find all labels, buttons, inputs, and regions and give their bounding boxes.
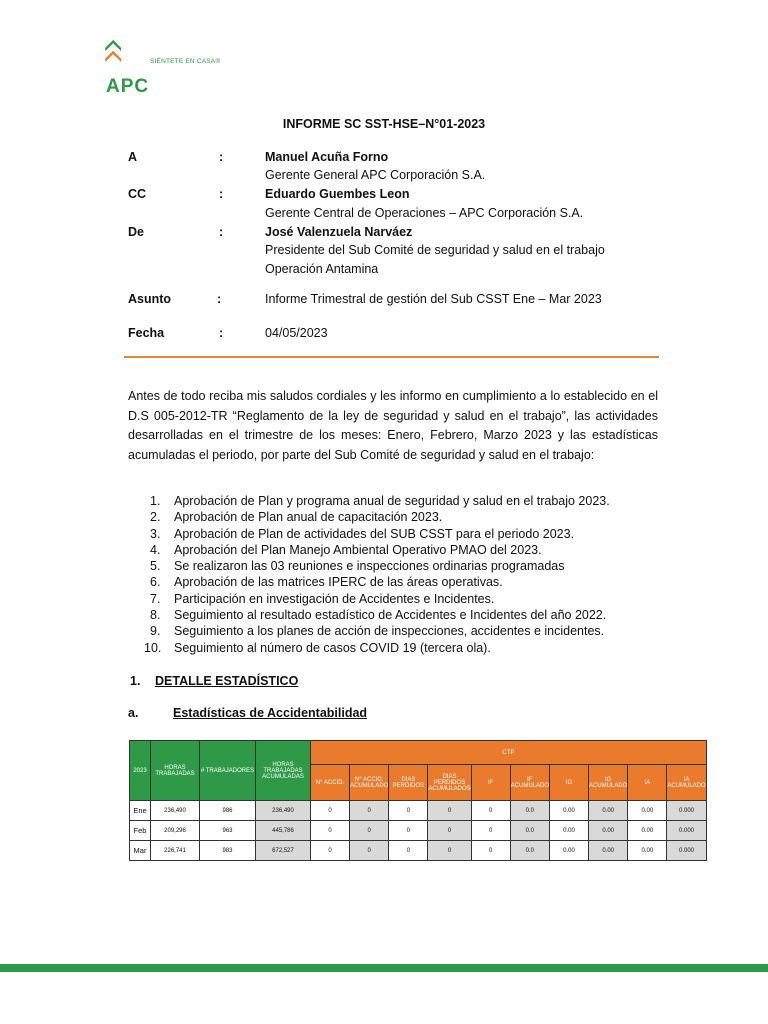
sender-name: José Valenzuela Narváez xyxy=(265,225,413,239)
label-a: A xyxy=(128,150,138,164)
accident-stats-table xyxy=(129,740,707,861)
logo-green-chevron xyxy=(105,40,121,51)
list-item: 4. Aprobación del Plan Manejo Ambiental Operativo PMAO del 2023. xyxy=(150,542,542,557)
col-trabajadores: # TRABAJADORES xyxy=(200,741,256,801)
subject: Informe Trimestral de gestión del Sub CSST Ene – Mar 2023 xyxy=(265,292,602,306)
col-sub: IF xyxy=(471,765,510,801)
list-item: 5. Se realizaron las 03 reuniones e inspecciones ordinarias programadas xyxy=(150,559,565,574)
list-item: 10. Seguimiento al número de casos COVID 19 (tercera ola). xyxy=(144,640,491,655)
cc-role: Gerente Central de Operaciones – APC Corporación S.A. xyxy=(265,206,584,220)
label-de: De xyxy=(128,225,144,239)
col-year: 2023 xyxy=(130,741,151,801)
table-row: Feb 209,296 963 445,786 0 0 0 0 0 0.0 0.00 0.00 0.00 0.000 xyxy=(130,821,707,841)
section-number: a. xyxy=(128,706,139,720)
colon: : xyxy=(219,225,224,239)
colon: : xyxy=(217,292,222,306)
activity-list xyxy=(128,493,668,656)
col-horas-acum: HORAS TRABAJADAS ACUMULADAS xyxy=(256,741,311,801)
table-row: Ene 236,490 986 236,490 0 0 0 0 0 0.0 0.00 0.00 0.00 0.000 xyxy=(130,801,707,821)
intro-paragraph: Antes de todo reciba mis saludos cordiales y les informo en cumplimiento a lo establecido en el D.S 005-2012-TR “Reglamento de la ley de seguridad y salud en el trabajo”, las actividades desarrolladas en el trimestre de los meses: Enero, Febrero, Marzo 2023 y las estadísticas acumuladas el periodo, por parte del Sub Comité de seguridad y salud en el trabajo: xyxy=(128,389,658,462)
col-sub: N° ACCID. ACUMULADO xyxy=(350,765,389,801)
label-asunto: Asunto xyxy=(128,292,172,306)
list-item: 8. Seguimiento al resultado estadístico de Accidentes e Incidentes del año 2022. xyxy=(150,608,607,623)
list-item: 7. Participación en investigación de Accidentes e Incidentes. xyxy=(150,591,495,606)
col-sub: IG xyxy=(550,765,589,801)
list-item: 9. Seguimiento a los planes de acción de inspecciones, accidentes e incidentes. xyxy=(150,624,605,639)
apc-logo xyxy=(104,24,154,80)
col-sub: N° ACCID. xyxy=(311,765,350,801)
sender-role: Presidente del Sub Comité de seguridad y salud en el trabajo xyxy=(265,243,605,257)
col-sub: DIAS PERDIDOS xyxy=(389,765,428,801)
col-sub: DIAS PERDIDOS ACUMULADOS xyxy=(428,765,471,801)
divider xyxy=(124,356,659,358)
label-cc: CC xyxy=(128,187,147,201)
col-horas: HORAS TRABAJADAS xyxy=(151,741,200,801)
col-sub: IA ACUMULADO xyxy=(667,765,706,801)
recipient-name: Manuel Acuña Forno xyxy=(265,150,389,164)
report-title: INFORME SC SST-HSE–N°01-2023 xyxy=(282,117,486,131)
list-item: 3. Aprobación de Plan de actividades del SUB CSST para el periodo 2023. xyxy=(150,526,575,541)
list-item: 6. Aprobación de las matrices IPERC de las áreas operativas. xyxy=(150,575,503,590)
colon: : xyxy=(219,187,224,201)
label-fecha: Fecha xyxy=(128,326,165,340)
section-heading-1 xyxy=(130,674,299,688)
list-item: 2. Aprobación de Plan anual de capacitación 2023. xyxy=(150,510,443,525)
section-title: Estadísticas de Accidentabilidad xyxy=(173,706,368,720)
col-sub: IF ACUMULADO xyxy=(510,765,549,801)
colon: : xyxy=(219,150,224,164)
logo-orange-chevron xyxy=(105,51,121,62)
cc-name: Eduardo Guembes Leon xyxy=(265,187,410,201)
sender-operation: Operación Antamina xyxy=(265,262,379,276)
table-row: Mar 226,741 983 672,527 0 0 0 0 0 0.0 0.00 0.00 0.00 0.000 xyxy=(130,841,707,861)
list-item: 1. Aprobación de Plan y programa anual de seguridad y salud en el trabajo 2023. xyxy=(150,494,610,508)
recipient-role: Gerente General APC Corporación S.A. xyxy=(265,168,486,182)
logo-tagline: SIÉNTETE EN CASA® xyxy=(150,58,221,65)
footer-bar xyxy=(0,964,768,972)
col-ctp: CTP xyxy=(311,741,707,765)
col-sub: IA xyxy=(628,765,667,801)
col-sub: IG ACUMULADO xyxy=(589,765,628,801)
section-heading-a xyxy=(128,706,368,720)
section-title: DETALLE ESTADÍSTICO xyxy=(155,674,299,688)
colon: : xyxy=(219,326,224,340)
section-number: 1. xyxy=(130,674,141,688)
logo-brand: APC xyxy=(106,76,150,97)
date: 04/05/2023 xyxy=(265,326,328,340)
